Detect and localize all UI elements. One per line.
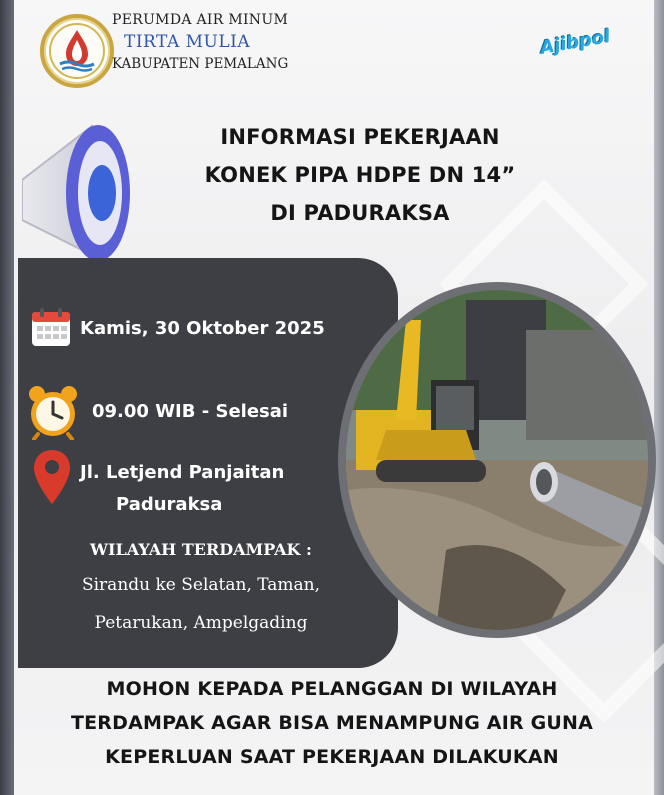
megaphone-icon	[22, 120, 140, 270]
event-location	[80, 457, 284, 521]
page-title	[150, 118, 570, 232]
title-line-2: KONEK PIPA HDPE DN 14”	[204, 163, 516, 187]
excavator-photo	[346, 290, 648, 630]
notice-line-2: TERDAMPAK AGAR BISA MENAMPUNG AIR GUNA	[70, 712, 594, 734]
calendar-icon	[30, 306, 72, 348]
map-pin-icon	[32, 448, 72, 508]
title-line-1: INFORMASI PEKERJAAN	[220, 125, 500, 149]
notice-line-1: MOHON KEPADA PELANGGAN DI WILAYAH	[106, 678, 558, 700]
water-drop-logo-icon	[44, 18, 110, 84]
organization-name	[112, 12, 288, 72]
notice-line-3: KEPERLUAN SAAT PEKERJAAN DILAKUKAN	[105, 746, 559, 768]
org-line-1: PERUMDA AIR MINUM	[112, 12, 289, 28]
affected-line-2: Petarukan, Ampelgading	[94, 613, 308, 633]
event-date: Kamis, 30 Oktober 2025	[80, 318, 325, 339]
ajibpol-badge: Ajibpol	[538, 26, 612, 59]
left-edge	[0, 0, 14, 795]
work-photo	[338, 282, 656, 638]
right-edge	[654, 0, 664, 795]
title-line-3: DI PADURAKSA	[270, 201, 450, 225]
alarm-clock-icon	[24, 382, 82, 440]
location-line-2: Paduraksa	[116, 494, 223, 515]
org-line-3: KABUPATEN PEMALANG	[112, 56, 289, 72]
location-line-1: Jl. Letjend Panjaitan	[80, 462, 285, 483]
company-logo	[40, 14, 114, 88]
org-line-2: TIRTA MULIA	[124, 32, 251, 52]
customer-notice	[20, 672, 644, 774]
affected-line-1: Sirandu ke Selatan, Taman,	[81, 575, 321, 595]
affected-heading: WILAYAH TERDAMPAK :	[90, 540, 312, 559]
event-time: 09.00 WIB - Selesai	[92, 401, 289, 422]
affected-areas	[40, 566, 362, 642]
